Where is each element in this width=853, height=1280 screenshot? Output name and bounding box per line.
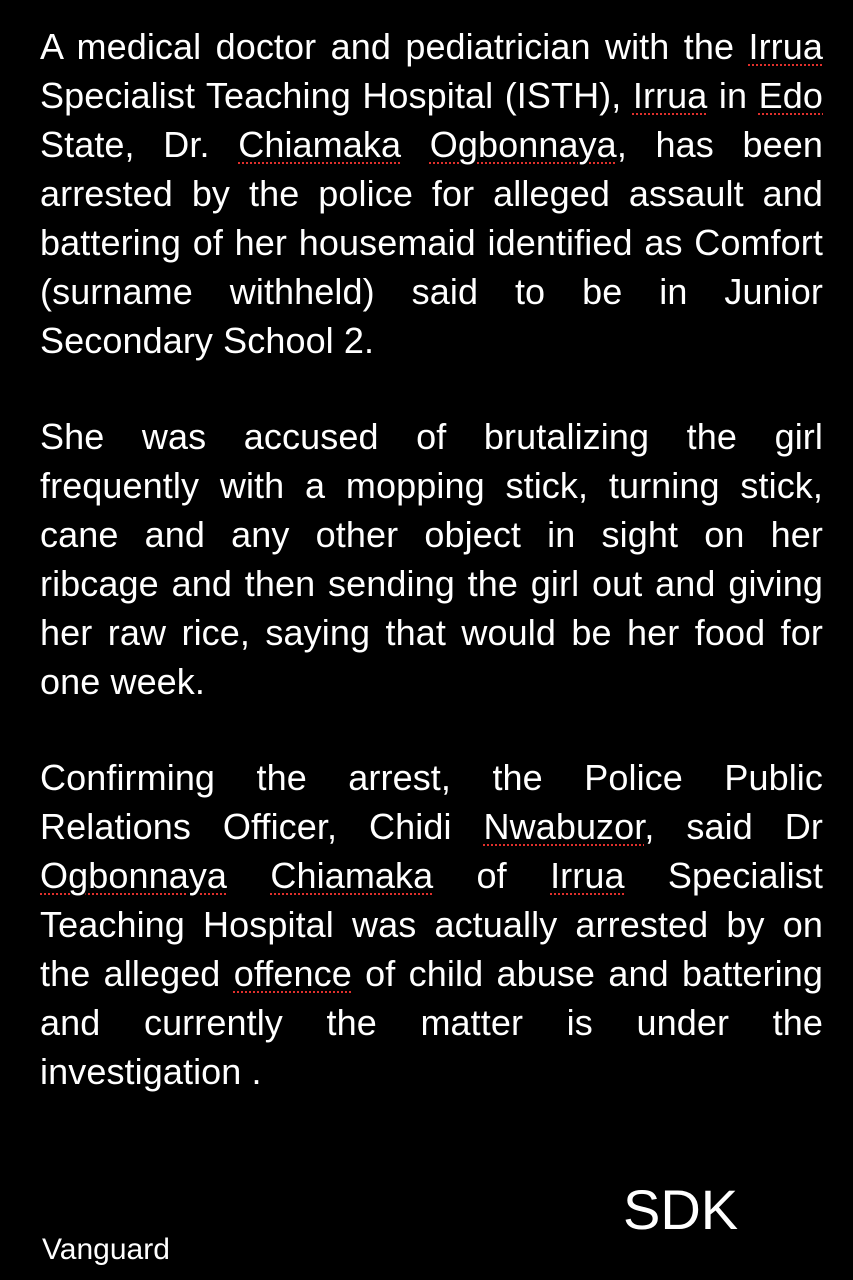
spellcheck-flagged-word: Irrua — [632, 75, 708, 116]
signature: SDK — [623, 1178, 739, 1241]
spellcheck-flagged-word: Ogbonnaya — [40, 855, 228, 896]
spellcheck-flagged-word: offence — [233, 953, 352, 994]
article-paragraph — [40, 753, 823, 1096]
spellcheck-flagged-word: Nwabuzor — [483, 806, 645, 847]
paragraph-text — [401, 124, 430, 165]
paragraph-text: , said Dr — [644, 806, 823, 847]
paragraph-text: , has been arrested by the police for alleged assault and battering of her housemaid identified as Comfort (surname withheld) said to be in Junior Secondary School 2. — [40, 124, 824, 361]
article-paragraph — [40, 22, 823, 365]
paragraph-text — [227, 855, 270, 896]
paragraph-text: She was accused of brutalizing the girl frequently with a mopping stick, turning stick, cane and any other object in sight on her ribcage and then sending the girl out and giving her raw rice, saying that would be her food for one week. — [40, 416, 823, 702]
spellcheck-flagged-word: Edo — [758, 75, 823, 116]
spellcheck-flagged-word: Chiamaka — [238, 124, 402, 165]
paragraph-text: State, Dr. — [40, 124, 239, 165]
spellcheck-flagged-word: Irrua — [550, 855, 625, 896]
paragraph-text: Specialist Teaching Hospital was actually arrested by on the alleged — [40, 855, 823, 994]
paragraph-text: Specialist Teaching Hospital (ISTH), — [40, 75, 633, 116]
source-label: Vanguard — [42, 1233, 170, 1266]
article-paragraph — [40, 412, 823, 706]
spellcheck-flagged-word: Chiamaka — [270, 855, 434, 896]
paragraph-text: of child abuse and battering and currently the matter is under the investigation . — [40, 953, 823, 1092]
paragraph-text: in — [707, 75, 759, 116]
paragraph-text: A medical doctor and pediatrician with the — [40, 26, 749, 67]
paragraph-text: of — [433, 855, 551, 896]
paragraph-text: Confirming the arrest, the Police Public Relations Officer, Chidi — [40, 757, 823, 847]
spellcheck-flagged-word: Ogbonnaya — [429, 124, 617, 165]
spellcheck-flagged-word: Irrua — [748, 26, 823, 67]
article-body — [40, 22, 823, 1143]
